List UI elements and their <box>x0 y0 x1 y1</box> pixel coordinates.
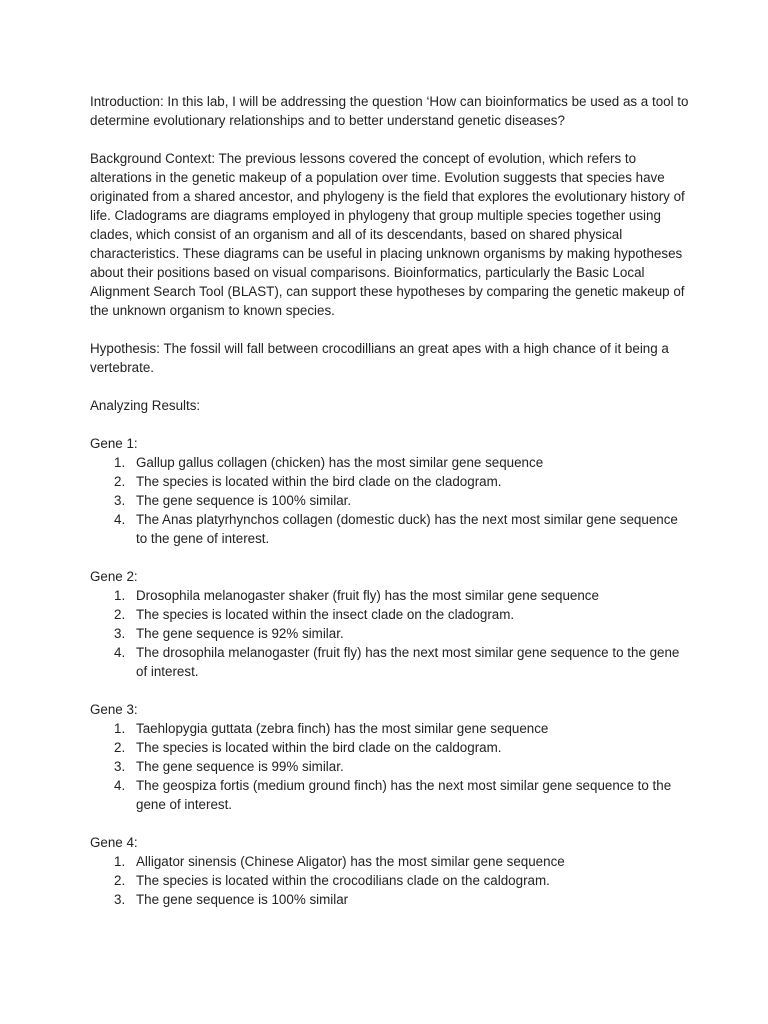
list-text: Taehlopygia guttata (zebra finch) has the most similar gene sequence <box>136 721 549 736</box>
list-number: 4. <box>114 645 126 660</box>
list-text: The gene sequence is 92% similar. <box>136 626 344 641</box>
background-context-paragraph: Background Context: The previous lessons covered the concept of evolution, which refers to alterations in the genetic makeup of a population over time. Evolution suggests that species have originated from a shared ancestor, and phylogeny is the field that explores the evolutionary history of life. Cladograms are diagrams employed in phylogeny that group multiple species together using clades, which consist of an organism and all of its descendants, based on shared physical characteristics. These diagrams can be useful in placing unknown organisms by making hypotheses about their positions based on visual comparisons. Bioinformatics, particularly the Basic Local Alignment Search Tool (BLAST), can support these hypotheses by comparing the genetic makeup of the unknown organism to known species. <box>90 151 685 318</box>
list-item <box>90 852 690 871</box>
gene-section-1 <box>90 434 690 548</box>
list-number: 3. <box>114 493 126 508</box>
list-number: 1. <box>114 455 126 470</box>
list-number: 3. <box>114 626 126 641</box>
gene-list <box>90 852 690 909</box>
list-number: 4. <box>114 778 126 793</box>
list-item <box>90 624 690 643</box>
analyzing-results-heading: Analyzing Results: <box>90 398 201 413</box>
hypothesis-paragraph: Hypothesis: The fossil will fall between crocodillians an great apes with a high chance of it being a vertebrate. <box>90 341 669 375</box>
list-number: 2. <box>114 474 126 489</box>
list-number: 1. <box>114 854 126 869</box>
list-item <box>90 472 690 491</box>
list-item <box>90 491 690 510</box>
gene-list <box>90 453 690 548</box>
list-number: 2. <box>114 607 126 622</box>
gene-heading: Gene 2: <box>90 569 138 584</box>
list-item <box>90 871 690 890</box>
list-text: The species is located within the bird clade on the cladogram. <box>136 474 502 489</box>
list-number: 1. <box>114 588 126 603</box>
list-item <box>90 605 690 624</box>
list-number: 1. <box>114 721 126 736</box>
list-number: 3. <box>114 759 126 774</box>
gene-section-3 <box>90 700 690 814</box>
list-text: The gene sequence is 99% similar. <box>136 759 344 774</box>
list-item <box>90 586 690 605</box>
gene-heading: Gene 3: <box>90 702 138 717</box>
list-text: The species is located within the bird clade on the caldogram. <box>136 740 502 755</box>
list-number: 4. <box>114 512 126 527</box>
gene-section-4 <box>90 833 690 909</box>
list-text: Gallup gallus collagen (chicken) has the most similar gene sequence <box>136 455 544 470</box>
list-item <box>90 643 690 681</box>
gene-heading: Gene 4: <box>90 835 138 850</box>
list-item <box>90 890 690 909</box>
introduction-paragraph: Introduction: In this lab, I will be addressing the question ‘How can bioinformatics be used as a tool to determine evolutionary relationships and to better understand genetic diseases? <box>90 94 689 128</box>
list-text: The Anas platyrhynchos collagen (domestic duck) has the next most similar gene sequence to the gene of interest. <box>136 512 678 546</box>
list-item <box>90 776 690 814</box>
list-text: Drosophila melanogaster shaker (fruit fly) has the most similar gene sequence <box>136 588 599 603</box>
gene-section-2 <box>90 567 690 681</box>
document-page <box>90 92 690 928</box>
list-item <box>90 510 690 548</box>
list-text: The species is located within the crocodilians clade on the caldogram. <box>136 873 550 888</box>
list-text: The gene sequence is 100% similar. <box>136 493 352 508</box>
gene-heading: Gene 1: <box>90 436 138 451</box>
list-text: Alligator sinensis (Chinese Aligator) has the most similar gene sequence <box>136 854 565 869</box>
list-number: 2. <box>114 873 126 888</box>
gene-list <box>90 586 690 681</box>
list-number: 3. <box>114 892 126 907</box>
list-text: The geospiza fortis (medium ground finch) has the next most similar gene sequence to the gene of interest. <box>136 778 672 812</box>
list-item <box>90 757 690 776</box>
list-text: The species is located within the insect clade on the cladogram. <box>136 607 515 622</box>
list-text: The drosophila melanogaster (fruit fly) has the next most similar gene sequence to the gene of interest. <box>136 645 680 679</box>
list-text: The gene sequence is 100% similar <box>136 892 349 907</box>
list-item <box>90 738 690 757</box>
gene-list <box>90 719 690 814</box>
list-number: 2. <box>114 740 126 755</box>
list-item <box>90 719 690 738</box>
list-item <box>90 453 690 472</box>
